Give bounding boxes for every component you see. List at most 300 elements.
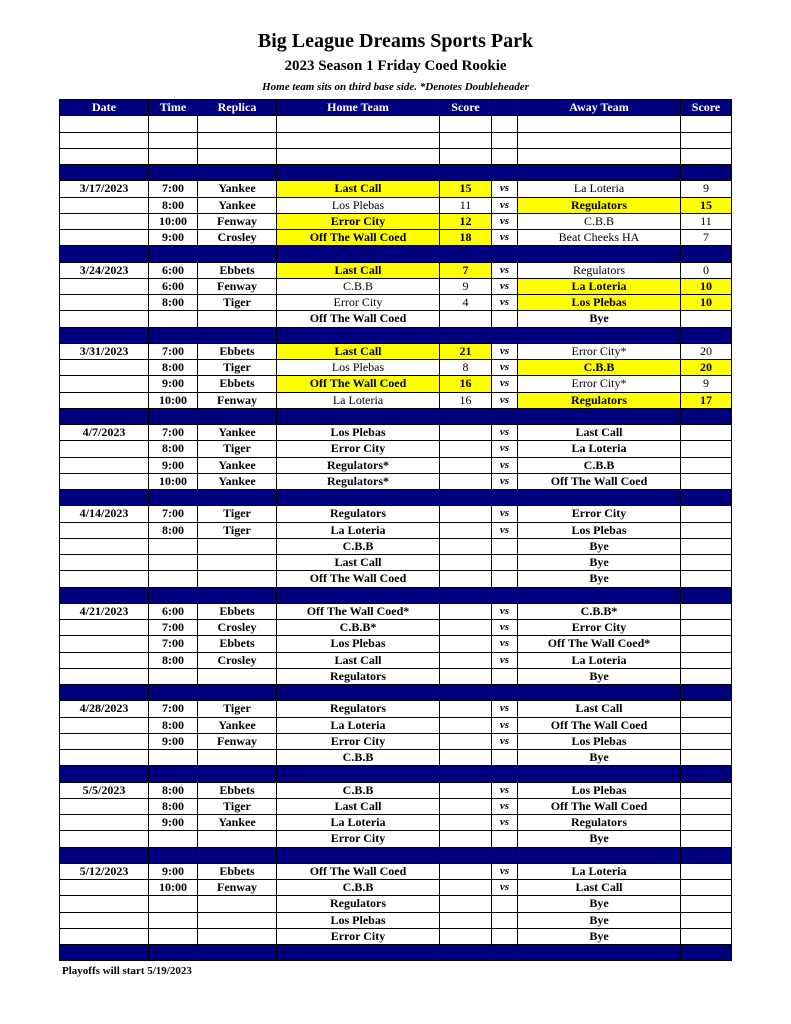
- col-header-vs: [492, 100, 518, 116]
- home-team-cell: Last Call: [277, 652, 440, 668]
- col-header-home-team: Home Team: [277, 100, 440, 116]
- home-team-cell: Regulators: [277, 896, 440, 912]
- home-team-cell: Regulators*: [277, 457, 440, 473]
- away-team-cell: Regulators: [518, 815, 681, 831]
- date-cell: [60, 668, 149, 684]
- away-score-cell: [681, 863, 732, 879]
- blank-row: [60, 116, 732, 132]
- away-team-cell: [518, 116, 681, 132]
- time-cell: 8:00: [149, 441, 198, 457]
- time-cell: 8:00: [149, 798, 198, 814]
- away-score-cell: 0: [681, 262, 732, 278]
- away-team-cell: Last Call: [518, 701, 681, 717]
- replica-cell: Tiger: [198, 360, 277, 376]
- away-team-cell: Off The Wall Coed*: [518, 636, 681, 652]
- game-row: [60, 880, 732, 896]
- date-cell: 3/31/2023: [60, 343, 149, 359]
- time-cell: 10:00: [149, 392, 198, 408]
- replica-cell: Fenway: [198, 880, 277, 896]
- date-cell: [60, 473, 149, 489]
- home-team-cell: Los Plebas: [277, 197, 440, 213]
- home-team-cell: Error City: [277, 213, 440, 229]
- away-score-cell: [681, 782, 732, 798]
- home-score-cell: [440, 733, 492, 749]
- away-score-cell: [681, 668, 732, 684]
- date-cell: [60, 571, 149, 587]
- home-team-cell: La Loteria: [277, 717, 440, 733]
- separator-cell: [440, 766, 492, 782]
- time-cell: 6:00: [149, 262, 198, 278]
- vs-cell: vs: [492, 717, 518, 733]
- game-row: [60, 522, 732, 538]
- separator-cell: [277, 246, 440, 262]
- replica-cell: Fenway: [198, 278, 277, 294]
- bye-row: [60, 668, 732, 684]
- vs-cell: vs: [492, 343, 518, 359]
- replica-cell: Crosley: [198, 652, 277, 668]
- home-team-cell: Error City: [277, 295, 440, 311]
- game-row: [60, 295, 732, 311]
- vs-cell: vs: [492, 295, 518, 311]
- away-team-cell: Regulators: [518, 197, 681, 213]
- game-row: [60, 701, 732, 717]
- away-score-cell: 20: [681, 343, 732, 359]
- time-cell: 7:00: [149, 636, 198, 652]
- separator-cell: [60, 945, 149, 961]
- game-row: [60, 782, 732, 798]
- home-team-cell: C.B.B*: [277, 620, 440, 636]
- replica-cell: Fenway: [198, 213, 277, 229]
- replica-cell: Ebbets: [198, 863, 277, 879]
- time-cell: [149, 668, 198, 684]
- separator-cell: [518, 408, 681, 424]
- game-row: [60, 262, 732, 278]
- replica-cell: Yankee: [198, 473, 277, 489]
- replica-cell: Tiger: [198, 506, 277, 522]
- game-row: [60, 360, 732, 376]
- separator-cell: [681, 685, 732, 701]
- away-team-cell: La Loteria: [518, 278, 681, 294]
- separator-cell: [60, 165, 149, 181]
- away-team-cell: Bye: [518, 538, 681, 554]
- separator-cell: [149, 490, 198, 506]
- away-team-cell: Error City: [518, 620, 681, 636]
- away-team-cell: Last Call: [518, 425, 681, 441]
- vs-cell: vs: [492, 262, 518, 278]
- week-separator-row: [60, 847, 732, 863]
- replica-cell: [198, 132, 277, 148]
- home-team-cell: La Loteria: [277, 815, 440, 831]
- separator-cell: [518, 327, 681, 343]
- away-score-cell: [681, 116, 732, 132]
- col-header-home-score: Score: [440, 100, 492, 116]
- replica-cell: [198, 116, 277, 132]
- away-score-cell: [681, 636, 732, 652]
- separator-cell: [198, 246, 277, 262]
- separator-cell: [149, 847, 198, 863]
- time-cell: 6:00: [149, 278, 198, 294]
- vs-cell: vs: [492, 181, 518, 197]
- vs-cell: vs: [492, 197, 518, 213]
- home-team-cell: Last Call: [277, 262, 440, 278]
- time-cell: [149, 311, 198, 327]
- home-team-cell: Regulators: [277, 701, 440, 717]
- away-score-cell: [681, 896, 732, 912]
- date-cell: [60, 928, 149, 944]
- separator-cell: [277, 685, 440, 701]
- home-team-cell: Off The Wall Coed: [277, 311, 440, 327]
- date-cell: [60, 912, 149, 928]
- separator-cell: [149, 587, 198, 603]
- date-cell: [60, 652, 149, 668]
- date-cell: 4/28/2023: [60, 701, 149, 717]
- home-score-cell: [440, 815, 492, 831]
- away-team-cell: Bye: [518, 912, 681, 928]
- home-score-cell: 16: [440, 376, 492, 392]
- away-team-cell: Bye: [518, 750, 681, 766]
- replica-cell: Ebbets: [198, 343, 277, 359]
- game-row: [60, 457, 732, 473]
- replica-cell: Yankee: [198, 815, 277, 831]
- separator-cell: [60, 490, 149, 506]
- away-score-cell: [681, 148, 732, 164]
- home-team-cell: La Loteria: [277, 522, 440, 538]
- vs-cell: vs: [492, 603, 518, 619]
- home-score-cell: 15: [440, 181, 492, 197]
- away-score-cell: [681, 522, 732, 538]
- date-cell: [60, 230, 149, 246]
- game-row: [60, 181, 732, 197]
- vs-cell: [492, 571, 518, 587]
- date-cell: 5/5/2023: [60, 782, 149, 798]
- away-score-cell: [681, 132, 732, 148]
- home-team-cell: La Loteria: [277, 392, 440, 408]
- replica-cell: Tiger: [198, 798, 277, 814]
- date-cell: [60, 457, 149, 473]
- separator-cell: [60, 847, 149, 863]
- separator-cell: [60, 327, 149, 343]
- home-team-cell: C.B.B: [277, 880, 440, 896]
- away-score-cell: [681, 620, 732, 636]
- home-score-cell: 4: [440, 295, 492, 311]
- home-team-cell: [277, 148, 440, 164]
- separator-cell: [681, 327, 732, 343]
- date-cell: 4/14/2023: [60, 506, 149, 522]
- away-team-cell: La Loteria: [518, 863, 681, 879]
- away-team-cell: Off The Wall Coed: [518, 798, 681, 814]
- date-cell: [60, 896, 149, 912]
- home-team-cell: Off The Wall Coed: [277, 571, 440, 587]
- time-cell: 10:00: [149, 473, 198, 489]
- separator-cell: [198, 847, 277, 863]
- replica-cell: [198, 668, 277, 684]
- separator-cell: [681, 587, 732, 603]
- away-team-cell: Los Plebas: [518, 295, 681, 311]
- game-row: [60, 717, 732, 733]
- time-cell: 9:00: [149, 457, 198, 473]
- time-cell: 8:00: [149, 295, 198, 311]
- away-score-cell: [681, 555, 732, 571]
- time-cell: 7:00: [149, 506, 198, 522]
- time-cell: [149, 148, 198, 164]
- week-separator-row: [60, 766, 732, 782]
- table-header-row: [60, 100, 732, 116]
- home-team-cell: Error City: [277, 928, 440, 944]
- replica-cell: Crosley: [198, 230, 277, 246]
- home-score-cell: [440, 311, 492, 327]
- date-cell: [60, 392, 149, 408]
- time-cell: 9:00: [149, 230, 198, 246]
- game-row: [60, 620, 732, 636]
- separator-cell: [277, 587, 440, 603]
- away-score-cell: 20: [681, 360, 732, 376]
- time-cell: [149, 750, 198, 766]
- away-score-cell: [681, 538, 732, 554]
- away-team-cell: [518, 148, 681, 164]
- home-team-cell: Last Call: [277, 181, 440, 197]
- time-cell: [149, 132, 198, 148]
- home-score-cell: [440, 555, 492, 571]
- home-team-cell: Off The Wall Coed: [277, 863, 440, 879]
- home-team-cell: C.B.B: [277, 538, 440, 554]
- home-score-cell: [440, 116, 492, 132]
- bye-row: [60, 896, 732, 912]
- vs-cell: [492, 132, 518, 148]
- away-team-cell: La Loteria: [518, 441, 681, 457]
- replica-cell: Ebbets: [198, 782, 277, 798]
- separator-cell: [518, 490, 681, 506]
- vs-cell: vs: [492, 636, 518, 652]
- col-header-time: Time: [149, 100, 198, 116]
- home-score-cell: 18: [440, 230, 492, 246]
- separator-cell: [277, 766, 440, 782]
- bye-row: [60, 538, 732, 554]
- home-team-cell: Los Plebas: [277, 912, 440, 928]
- time-cell: [149, 896, 198, 912]
- replica-cell: Ebbets: [198, 376, 277, 392]
- home-score-cell: [440, 148, 492, 164]
- away-team-cell: Bye: [518, 311, 681, 327]
- home-score-cell: 8: [440, 360, 492, 376]
- time-cell: [149, 928, 198, 944]
- game-row: [60, 343, 732, 359]
- game-row: [60, 506, 732, 522]
- time-cell: [149, 571, 198, 587]
- home-score-cell: 12: [440, 213, 492, 229]
- home-score-cell: [440, 636, 492, 652]
- time-cell: 7:00: [149, 701, 198, 717]
- vs-cell: vs: [492, 880, 518, 896]
- away-team-cell: Bye: [518, 896, 681, 912]
- vs-cell: vs: [492, 652, 518, 668]
- separator-cell: [440, 847, 492, 863]
- home-score-cell: [440, 701, 492, 717]
- vs-cell: vs: [492, 863, 518, 879]
- away-team-cell: Regulators: [518, 392, 681, 408]
- away-score-cell: [681, 912, 732, 928]
- separator-cell: [518, 246, 681, 262]
- bye-row: [60, 571, 732, 587]
- col-header-away-score: Score: [681, 100, 732, 116]
- time-cell: 8:00: [149, 360, 198, 376]
- vs-cell: [492, 668, 518, 684]
- week-separator-row: [60, 165, 732, 181]
- home-score-cell: [440, 603, 492, 619]
- separator-cell: [681, 766, 732, 782]
- game-row: [60, 863, 732, 879]
- replica-cell: Fenway: [198, 733, 277, 749]
- date-cell: 4/7/2023: [60, 425, 149, 441]
- separator-cell: [518, 165, 681, 181]
- game-row: [60, 213, 732, 229]
- away-team-cell: C.B.B: [518, 457, 681, 473]
- date-cell: [60, 376, 149, 392]
- away-score-cell: 11: [681, 213, 732, 229]
- vs-cell: [492, 311, 518, 327]
- away-team-cell: Bye: [518, 928, 681, 944]
- date-cell: [60, 636, 149, 652]
- separator-cell: [440, 685, 492, 701]
- vs-cell: vs: [492, 473, 518, 489]
- schedule-table: [59, 99, 732, 961]
- page-subtitle: 2023 Season 1 Friday Coed Rookie: [284, 58, 507, 74]
- home-score-cell: 21: [440, 343, 492, 359]
- replica-cell: Tiger: [198, 295, 277, 311]
- blank-row: [60, 132, 732, 148]
- away-team-cell: Los Plebas: [518, 522, 681, 538]
- week-separator-row: [60, 685, 732, 701]
- time-cell: 9:00: [149, 733, 198, 749]
- away-team-cell: C.B.B: [518, 360, 681, 376]
- date-cell: 3/17/2023: [60, 181, 149, 197]
- separator-cell: [518, 685, 681, 701]
- game-row: [60, 197, 732, 213]
- time-cell: [149, 912, 198, 928]
- date-cell: [60, 733, 149, 749]
- home-score-cell: 7: [440, 262, 492, 278]
- home-score-cell: [440, 880, 492, 896]
- away-score-cell: [681, 717, 732, 733]
- separator-cell: [681, 847, 732, 863]
- separator-cell: [198, 685, 277, 701]
- date-cell: [60, 880, 149, 896]
- date-cell: [60, 538, 149, 554]
- time-cell: 7:00: [149, 425, 198, 441]
- date-cell: [60, 750, 149, 766]
- away-score-cell: 10: [681, 278, 732, 294]
- away-team-cell: Error City*: [518, 376, 681, 392]
- game-row: [60, 230, 732, 246]
- bye-row: [60, 311, 732, 327]
- vs-cell: vs: [492, 441, 518, 457]
- home-score-cell: [440, 652, 492, 668]
- separator-cell: [492, 408, 518, 424]
- game-row: [60, 376, 732, 392]
- col-header-replica: Replica: [198, 100, 277, 116]
- separator-cell: [149, 327, 198, 343]
- separator-cell: [492, 490, 518, 506]
- game-row: [60, 798, 732, 814]
- replica-cell: Ebbets: [198, 262, 277, 278]
- home-team-cell: Last Call: [277, 555, 440, 571]
- separator-cell: [198, 408, 277, 424]
- home-score-cell: [440, 457, 492, 473]
- separator-cell: [149, 685, 198, 701]
- replica-cell: [198, 831, 277, 847]
- home-team-cell: Error City: [277, 831, 440, 847]
- separator-cell: [277, 327, 440, 343]
- home-score-cell: [440, 782, 492, 798]
- home-score-cell: [440, 750, 492, 766]
- home-score-cell: [440, 506, 492, 522]
- home-team-cell: Error City: [277, 441, 440, 457]
- date-cell: [60, 717, 149, 733]
- separator-cell: [681, 408, 732, 424]
- time-cell: 9:00: [149, 863, 198, 879]
- date-cell: 3/24/2023: [60, 262, 149, 278]
- away-team-cell: Los Plebas: [518, 782, 681, 798]
- replica-cell: Ebbets: [198, 636, 277, 652]
- game-row: [60, 278, 732, 294]
- away-team-cell: C.B.B: [518, 213, 681, 229]
- home-score-cell: [440, 668, 492, 684]
- vs-cell: vs: [492, 506, 518, 522]
- away-score-cell: [681, 457, 732, 473]
- away-score-cell: 9: [681, 376, 732, 392]
- away-score-cell: 17: [681, 392, 732, 408]
- time-cell: 9:00: [149, 376, 198, 392]
- away-score-cell: [681, 815, 732, 831]
- replica-cell: Ebbets: [198, 603, 277, 619]
- replica-cell: Tiger: [198, 441, 277, 457]
- home-score-cell: [440, 132, 492, 148]
- separator-cell: [440, 945, 492, 961]
- away-team-cell: C.B.B*: [518, 603, 681, 619]
- vs-cell: vs: [492, 798, 518, 814]
- replica-cell: [198, 928, 277, 944]
- date-cell: [60, 295, 149, 311]
- separator-cell: [198, 587, 277, 603]
- vs-cell: [492, 896, 518, 912]
- away-score-cell: [681, 750, 732, 766]
- home-team-cell: [277, 116, 440, 132]
- separator-cell: [440, 490, 492, 506]
- away-score-cell: [681, 798, 732, 814]
- away-score-cell: 7: [681, 230, 732, 246]
- separator-cell: [492, 945, 518, 961]
- home-team-cell: Off The Wall Coed: [277, 230, 440, 246]
- date-cell: 4/21/2023: [60, 603, 149, 619]
- home-score-cell: [440, 798, 492, 814]
- week-separator-row: [60, 246, 732, 262]
- away-score-cell: 15: [681, 197, 732, 213]
- separator-cell: [277, 945, 440, 961]
- time-cell: 9:00: [149, 815, 198, 831]
- separator-cell: [277, 847, 440, 863]
- vs-cell: vs: [492, 425, 518, 441]
- time-cell: 10:00: [149, 213, 198, 229]
- replica-cell: [198, 571, 277, 587]
- separator-cell: [681, 945, 732, 961]
- bye-row: [60, 831, 732, 847]
- away-team-cell: Regulators: [518, 262, 681, 278]
- game-row: [60, 652, 732, 668]
- replica-cell: [198, 538, 277, 554]
- separator-cell: [518, 945, 681, 961]
- away-score-cell: [681, 425, 732, 441]
- separator-cell: [277, 408, 440, 424]
- away-team-cell: Off The Wall Coed: [518, 717, 681, 733]
